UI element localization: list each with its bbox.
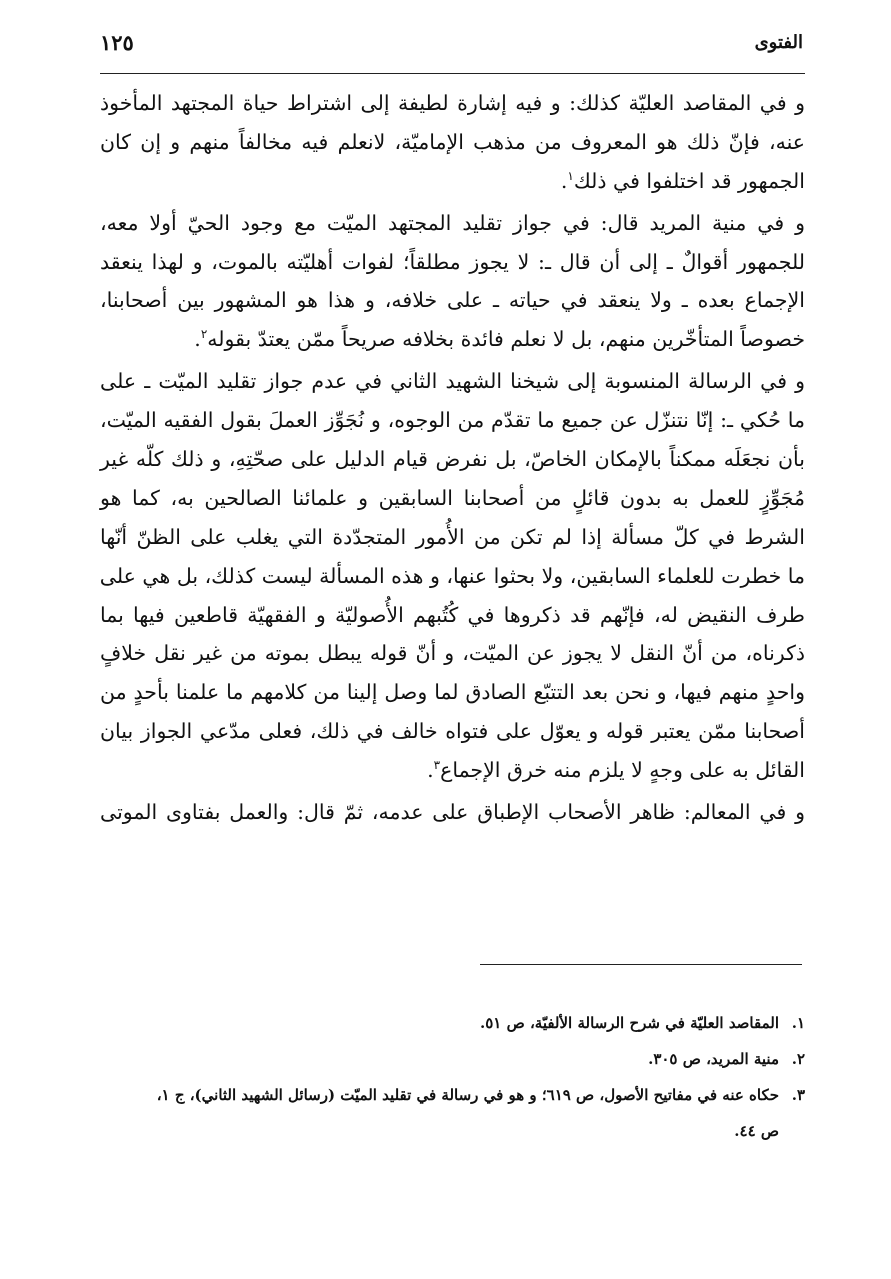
footnotes xyxy=(100,1005,805,1149)
page-number: ١٢٥ xyxy=(100,30,134,55)
text-line: و في الرسالة المنسوبة إلى شيخنا الشهيد الثاني في عدم جواز تقليد الميّت ـ على xyxy=(100,369,805,394)
text-line: طرف النقيض له، فإنّهم قد ذكروها في كُتُبهم الأُصوليّة و الفقهيّة قاطعين فيها بما xyxy=(100,602,805,627)
footnote-rule xyxy=(480,964,802,965)
text-line: القائل به على وجهٍ لا يلزم منه خرق الإجماع$^٣$. xyxy=(427,758,805,783)
text-line: بأن نجعَلَه ممكناً بالإمكان الخاصّ، بل نفرض قيام الدليل على صحّتِهِ، و ذلك كلّه غير xyxy=(100,447,805,472)
text-line: الجمهور قد اختلفوا في ذلك$^١$. xyxy=(560,168,805,193)
text-line: و في المقاصد العليّة كذلك: و فيه إشارة لطيفة إلى اشتراط حياة المجتهد المأخوذ xyxy=(100,91,805,115)
footnote-text: حكاه عنه في مفاتيح الأصول، ص ٦١٩؛ و هو في رسالة في تقليد الميّت (رسائل الشهيد الثاني)، ج ١، xyxy=(156,1086,779,1104)
text-line: خصوصاً المتأخّرين منهم، بل لا نعلم فائدة بخلافه صريحاً ممّن يعتدّ بقوله$^٢$. xyxy=(194,327,805,352)
text-line: ما حُكي ـ: إنّا نتنزّل عن جميع ما تقدّم من الوجوه، و نُجَوِّز العملَ بقول الفقيه الميّت، xyxy=(100,408,805,433)
footnote-ref[interactable]: ١ xyxy=(567,168,574,183)
text-line-content: القائل به على وجهٍ لا يلزم منه خرق الإجماع xyxy=(440,758,805,783)
footnote xyxy=(100,1041,805,1077)
text-line: عنه، فإنّ ذلك هو المعروف من مذهب الإماميّة، لانعلم فيه مخالفاً منهم و إن كان xyxy=(100,129,805,154)
footnote-text: المقاصد العليّة في شرح الرسالة الألفيّة، ص ٥١. xyxy=(480,1014,779,1032)
page-header xyxy=(100,30,803,60)
text-line: و في المعالم: ظاهر الأصحاب الإطباق على عدمه، ثمّ قال: والعمل بفتاوى الموتى xyxy=(100,800,805,825)
main-text xyxy=(100,84,805,832)
text-line: الإجماع بعده ـ ولا ينعقد في حياته ـ على خلافه، و هذا هو المشهور بين أصحابنا، xyxy=(100,288,805,313)
text-line-content: الجمهور قد اختلفوا في ذلك xyxy=(573,168,805,193)
text-line: أصحابنا ممّن يعتبر قوله و يعوّل على فتواه خالف في ذلك، فعلى مدّعي الجواز بيان xyxy=(100,719,805,744)
running-title: الفتوى xyxy=(754,32,803,53)
footnote-number: ٣. xyxy=(791,1086,805,1104)
text-line: ما خطرت للعلماء السابقين، ولا بحثوا عنها، و هذه المسألة ليست كذلك، بل هي على xyxy=(99,563,805,588)
text-line: ذكرناه، من أنّ النقل لا يجوز عن الميّت، و أنّ قوله يبطل بموته من غير نقل خلافٍ xyxy=(100,641,805,666)
footnote-text: منية المريد، ص ٣٠٥. xyxy=(648,1050,779,1068)
footnote-number: ٢. xyxy=(791,1050,805,1068)
footnote xyxy=(100,1077,805,1113)
text-line: و في منية المريد قال: في جواز تقليد المجتهد الميّت مع وجود الحيّ أولا معه، xyxy=(100,210,805,235)
header-rule xyxy=(100,73,805,74)
footnote-number: ١. xyxy=(791,1014,805,1032)
text-line-content: خصوصاً المتأخّرين منهم، بل لا نعلم فائدة بخلافه صريحاً ممّن يعتدّ بقوله xyxy=(207,327,805,352)
text-line: واحدٍ منهم فيها، و نحن بعد التتبّع الصادق لما وصل إلينا من كلامهم ما علمنا بأحدٍ من xyxy=(100,680,805,705)
text-line: الشرط في كلّ مسألة إذا لم تكن من الأُمور المتجدّدة التي يغلب على الظنّ أنّها xyxy=(100,524,805,549)
footnote-ref[interactable]: ٢ xyxy=(200,327,208,342)
footnote-ref[interactable]: ٣ xyxy=(433,758,441,773)
footnote xyxy=(100,1005,805,1041)
text-line: مُجَوِّزٍ للعمل به بدون قائلٍ من أصحابنا السابقين و علمائنا الصالحين به، كما هو xyxy=(100,485,805,510)
text-line: للجمهور أقوالٌ ـ إلى أن قال ـ: لا يجوز مطلقاً؛ لفوات أهليّته بالموت، و لهذا ينعقد xyxy=(100,249,805,274)
footnote-continuation: ص ٤٤. xyxy=(734,1122,779,1140)
